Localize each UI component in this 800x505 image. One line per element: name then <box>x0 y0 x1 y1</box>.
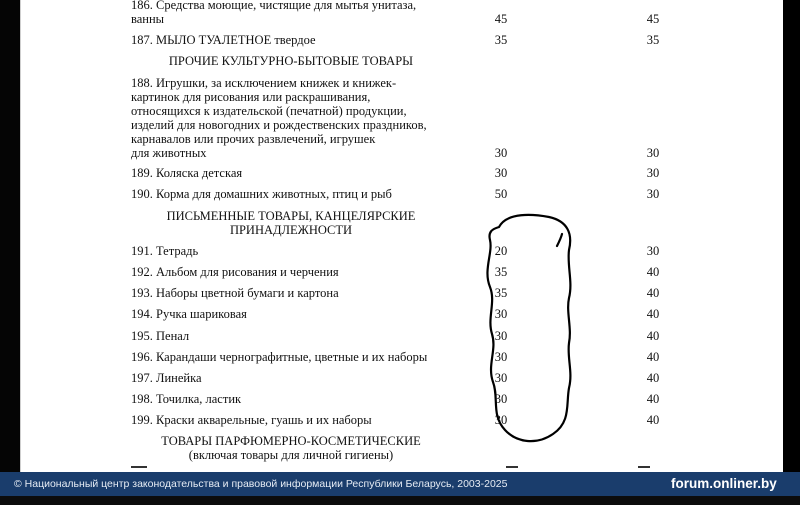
item-name: 191. Тетрадь <box>131 244 199 258</box>
section-heading-stationery: ПИСЬМЕННЫЕ ТОВАРЫ, КАНЦЕЛЯРСКИЕ ПРИНАДЛЕЖНОСТИ <box>166 209 416 237</box>
value-col-2: 35 <box>646 33 660 47</box>
item-name: 196. Карандаши чернографитные, цветные и их наборы <box>131 350 428 364</box>
value-col-1: 30 <box>494 307 508 321</box>
value-col-2: 40 <box>646 371 660 385</box>
table-row <box>131 307 681 321</box>
table-row <box>131 371 681 385</box>
value-col-1: 30 <box>494 413 508 427</box>
table-row <box>131 350 681 364</box>
value-col-2: 40 <box>646 286 660 300</box>
item-name: 188. Игрушки, за исключением книжек и книжек- картинок для рисования или раскрашивания, относящихся к издательской (печатной) продукции, изделий для новогодних и рождественских праздников, карнавалов или прочих развлечений, игрушек для животных <box>131 76 427 160</box>
watermark-brand: forum.onliner.by <box>671 476 777 491</box>
cut-off-next-row-value-2 <box>638 466 650 468</box>
table-row <box>131 166 681 180</box>
table-row <box>131 413 681 427</box>
value-col-2: 40 <box>646 392 660 406</box>
table-row <box>131 265 681 279</box>
table-row <box>131 392 681 406</box>
value-col-1: 30 <box>494 146 508 160</box>
value-col-2: 40 <box>646 265 660 279</box>
value-col-1: 35 <box>494 33 508 47</box>
value-col-1: 30 <box>494 371 508 385</box>
item-name: 189. Коляска детская <box>131 166 243 180</box>
cut-off-next-row-value-1 <box>506 466 518 468</box>
value-col-2: 40 <box>646 329 660 343</box>
value-col-1: 35 <box>494 286 508 300</box>
right-dark-border <box>783 0 800 472</box>
value-col-2: 30 <box>646 146 660 160</box>
value-col-2: 30 <box>646 187 660 201</box>
value-col-2: 45 <box>646 12 660 26</box>
value-col-1: 30 <box>494 350 508 364</box>
value-col-1: 45 <box>494 12 508 26</box>
table-row <box>131 33 681 47</box>
value-col-2: 30 <box>646 166 660 180</box>
section-heading-perfumery: ТОВАРЫ ПАРФЮМЕРНО-КОСМЕТИЧЕСКИЕ <box>161 434 421 448</box>
value-col-2: 40 <box>646 350 660 364</box>
item-name: 190. Корма для домашних животных, птиц и рыб <box>131 187 392 201</box>
item-name: 194. Ручка шариковая <box>131 307 247 321</box>
value-col-2: 40 <box>646 413 660 427</box>
value-col-1: 20 <box>494 244 508 258</box>
copyright-text: © Национальный центр законодательства и правовой информации Республики Беларусь, 2003-2025 <box>14 478 508 490</box>
item-name: 192. Альбом для рисования и черчения <box>131 265 339 279</box>
item-name: 198. Точилка, ластик <box>131 392 242 406</box>
value-col-1: 35 <box>494 265 508 279</box>
item-name: 186. Средства моющие, чистящие для мытья унитаза, ванны <box>131 0 417 26</box>
left-dark-border <box>0 0 20 472</box>
table-row <box>131 187 681 201</box>
table-row <box>131 286 681 300</box>
item-name: 193. Наборы цветной бумаги и картона <box>131 286 339 300</box>
value-col-1: 50 <box>494 187 508 201</box>
table-row <box>131 244 681 258</box>
item-name: 199. Краски акварельные, гуашь и их наборы <box>131 413 372 427</box>
document-page <box>20 0 784 472</box>
price-table <box>21 0 784 472</box>
table-row <box>131 0 681 26</box>
table-row <box>131 76 681 160</box>
value-col-1: 30 <box>494 166 508 180</box>
cut-off-next-row-text <box>131 466 147 468</box>
footer-bar <box>0 472 800 496</box>
value-col-2: 40 <box>646 307 660 321</box>
section-subheading-perfumery: (включая товары для личной гигиены) <box>188 448 394 462</box>
value-col-1: 30 <box>494 392 508 406</box>
table-row <box>131 329 681 343</box>
item-name: 187. МЫЛО ТУАЛЕТНОЕ твердое <box>131 33 316 47</box>
section-heading-other-goods: ПРОЧИЕ КУЛЬТУРНО-БЫТОВЫЕ ТОВАРЫ <box>168 54 414 68</box>
value-col-2: 30 <box>646 244 660 258</box>
item-name: 195. Пенал <box>131 329 190 343</box>
value-col-1: 30 <box>494 329 508 343</box>
bottom-dark-strip <box>0 496 800 505</box>
item-name: 197. Линейка <box>131 371 202 385</box>
